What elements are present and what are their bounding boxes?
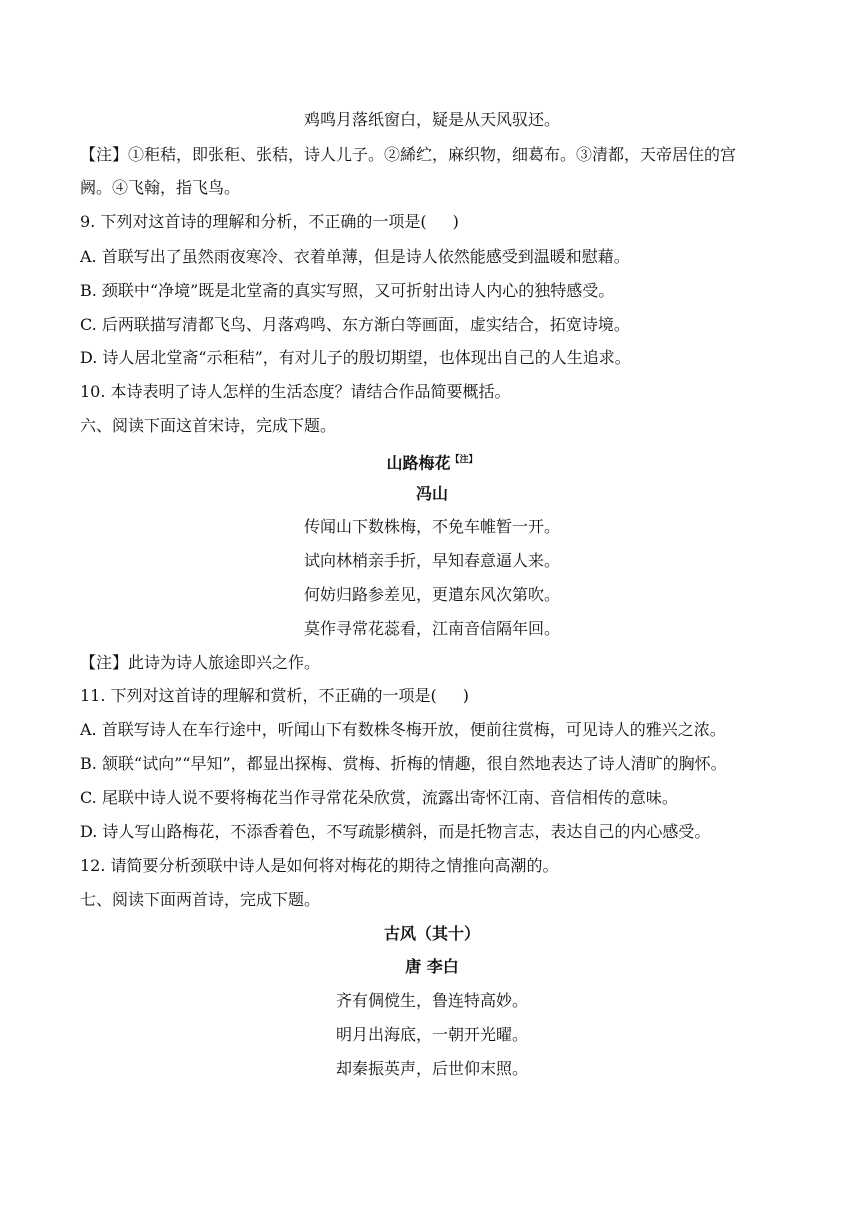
poem2-line: 试向林梢亲手折，早知春意逼人来。 bbox=[303, 551, 560, 570]
poem2-title bbox=[80, 448, 784, 475]
section-7-heading: 七、阅读下面两首诗，完成下题。 bbox=[80, 890, 321, 909]
question-9-stem bbox=[80, 210, 784, 234]
poem1-note-line1: 【注】①秬秸，即张秬、张秸，诗人儿子。②絺纻，麻织物，细葛布。③清都，天帝居住的宫 bbox=[80, 145, 737, 164]
poem3-line: 齐有倜傥生，鲁连特高妙。 bbox=[335, 991, 528, 1010]
question-9-stem-text: 9. 下列对这首诗的理解和分析，不正确的一项是( bbox=[80, 212, 427, 231]
question-9-option-a: A. 首联写出了虽然雨夜寒冷、衣着单薄，但是诗人依然能感受到温暖和慰藉。 bbox=[80, 247, 630, 266]
poem2-author: 冯山 bbox=[415, 484, 448, 503]
poem3-line: 明月出海底，一朝开光曜。 bbox=[335, 1025, 528, 1044]
poem1-note-line2: 阙。④飞翰，指飞鸟。 bbox=[80, 178, 241, 197]
section-6-heading: 六、阅读下面这首宋诗，完成下题。 bbox=[80, 416, 337, 435]
question-10-stem: 10. 本诗表明了诗人怎样的生活态度？请结合作品简要概括。 bbox=[80, 382, 511, 401]
question-11-option-d: D. 诗人写山路梅花，不添香着色，不写疏影横斜，而是托物言志，表达自己的内心感受。 bbox=[80, 822, 711, 841]
question-9-option-d: D. 诗人居北堂斋“示秬秸”，有对儿子的殷切期望，也体现出自己的人生追求。 bbox=[80, 348, 631, 367]
poem3-author: 唐 李白 bbox=[405, 957, 459, 976]
poem2-line: 莫作寻常花蕊看，江南音信隔年回。 bbox=[303, 619, 560, 638]
poem3-line: 却秦振英声，后世仰末照。 bbox=[335, 1059, 528, 1078]
poem2-note: 【注】此诗为诗人旅途即兴之作。 bbox=[80, 653, 321, 672]
poem2-line: 何妨归路参差见，更遣东风次第吹。 bbox=[303, 585, 560, 604]
poem3-title: 古风（其十） bbox=[383, 924, 480, 943]
poem1-last-line: 鸡鸣月落纸窗白，疑是从天风驭还。 bbox=[303, 110, 560, 129]
question-11-stem-close: ) bbox=[462, 686, 470, 705]
question-11-option-a: A. 首联写诗人在车行途中，听闻山下有数株冬梅开放，便前往赏梅，可见诗人的雅兴之浓。 bbox=[80, 720, 726, 739]
question-11-stem bbox=[80, 684, 784, 708]
question-12-stem: 12. 请简要分析颈联中诗人是如何将对梅花的期待之情推向高潮的。 bbox=[80, 856, 559, 875]
poem2-title-text: 山路梅花 bbox=[386, 453, 451, 473]
poem2-note-marker: 【注】 bbox=[450, 455, 478, 465]
question-9-stem-close: ) bbox=[452, 212, 459, 231]
question-11-stem-text: 11. 下列对这首诗的理解和赏析，不正确的一项是( bbox=[80, 686, 437, 705]
question-9-option-c: C. 后两联描写清都飞鸟、月落鸡鸣、东方渐白等画面，虚实结合，拓宽诗境。 bbox=[80, 315, 630, 334]
question-11-option-b: B. 颔联“试向”“早知”，都显出探梅、赏梅、折梅的情趣，很自然地表达了诗人清旷的胸怀。 bbox=[80, 754, 727, 773]
question-11-option-c: C. 尾联中诗人说不要将梅花当作寻常花朵欣赏，流露出寄怀江南、音信相传的意味。 bbox=[80, 788, 678, 807]
question-9-option-b: B. 颈联中“净境”既是北堂斋的真实写照，又可折射出诗人内心的独特感受。 bbox=[80, 281, 615, 300]
poem2-line: 传闻山下数株梅，不免车帷暂一开。 bbox=[303, 517, 560, 536]
